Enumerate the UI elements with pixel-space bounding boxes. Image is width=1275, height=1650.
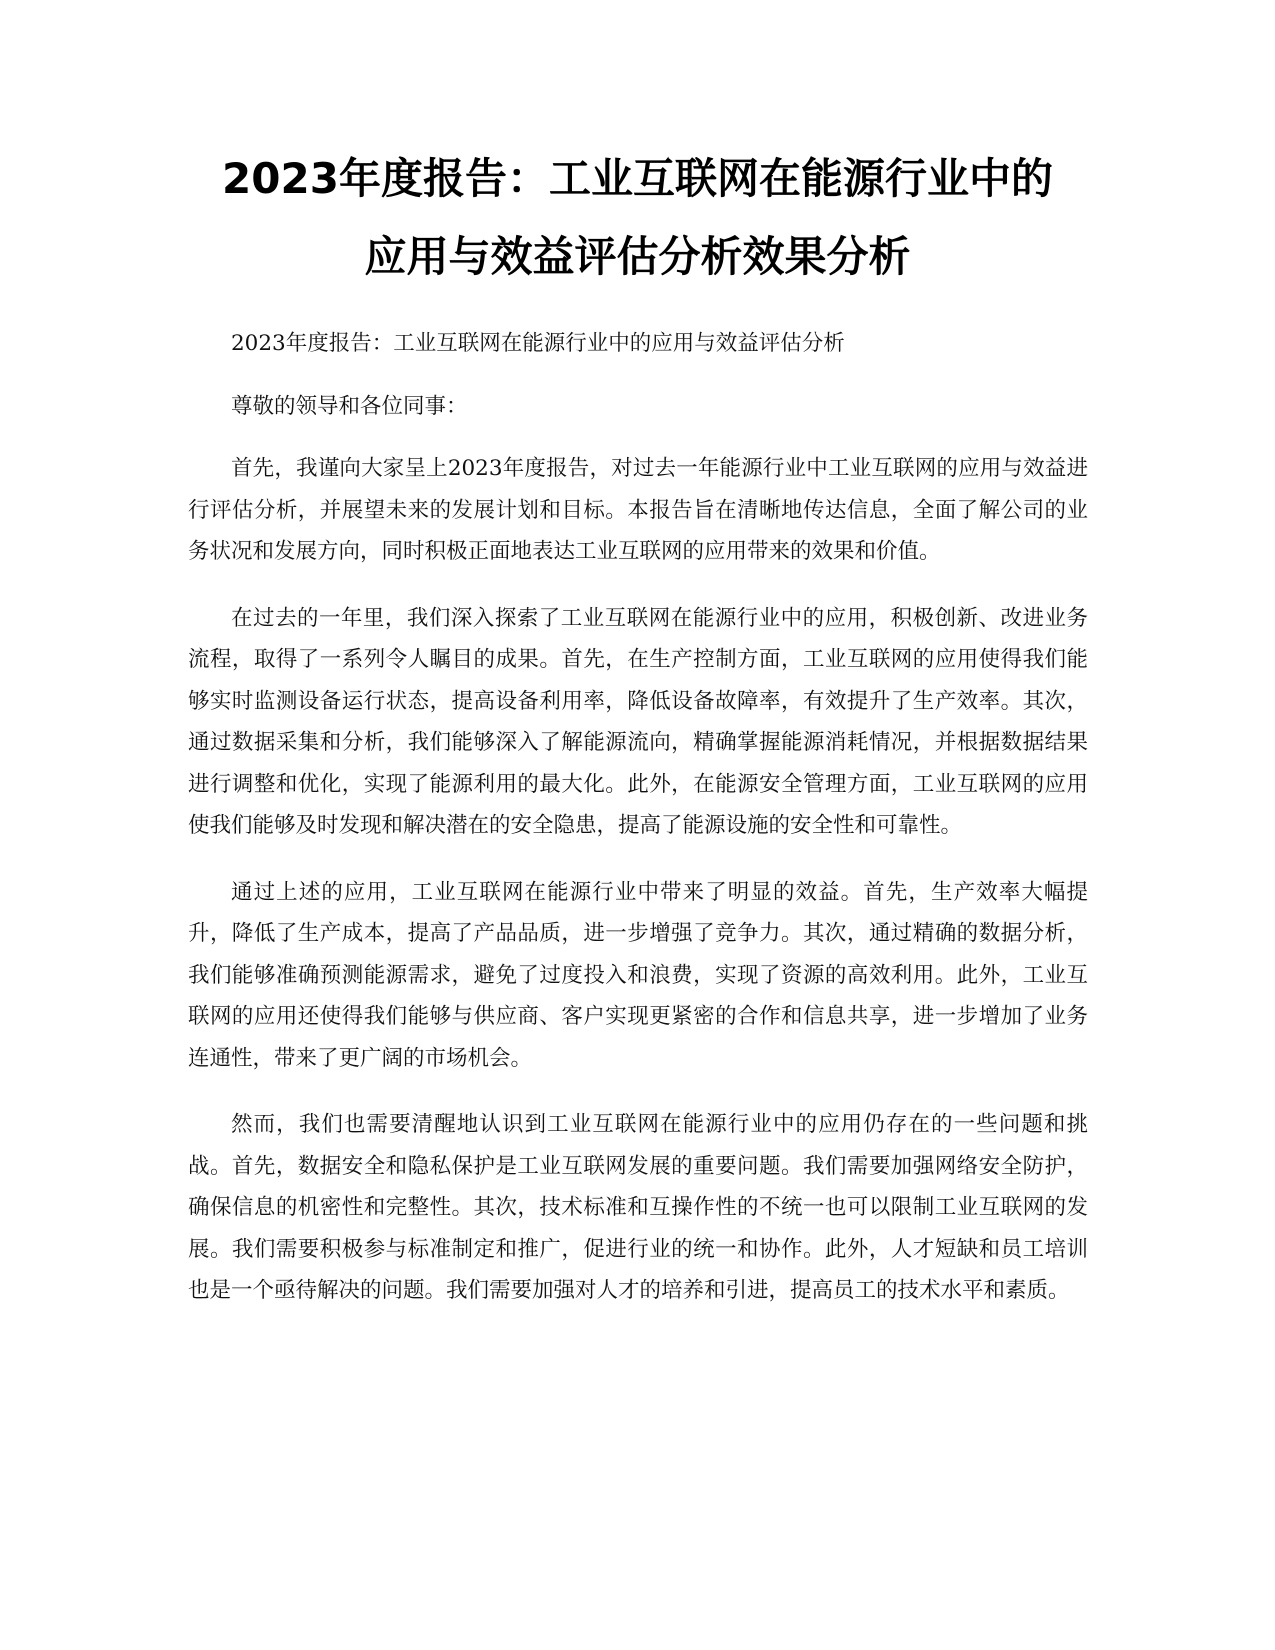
challenges-paragraph: 然而，我们也需要清醒地认识到工业互联网在能源行业中的应用仍存在的一些问题和挑战。首先，数据安全和隐私保护是工业互联网发展的重要问题。我们需要加强网络安全防护，确保信息的机密性和完整性。其次，技术标准和互操作性的不统一也可以限制工业互联网的发展。我们需要积极参与标准制定和推广，促进行业的统一和协作。此外，人才短缺和员工培训也是一个亟待解决的问题。我们需要加强对人才的培养和引进，提高员工的技术水平和素质。 <box>188 1112 1088 1303</box>
title-line-1: 2023年度报告：工业互联网在能源行业中的 <box>222 154 1053 203</box>
document-title <box>150 140 1125 296</box>
intro-paragraph: 首先，我谨向大家呈上2023年度报告，对过去一年能源行业中工业互联网的应用与效益进行评估分析，并展望未来的发展计划和目标。本报告旨在清晰地传达信息，全面了解公司的业务状况和发展方向，同时积极正面地表达工业互联网的应用带来的效果和价值。 <box>188 456 1088 564</box>
subtitle-paragraph: 2023年度报告：工业互联网在能源行业中的应用与效益评估分析 <box>231 331 845 356</box>
document-body <box>188 323 1088 1337</box>
title-line-2: 应用与效益评估分析效果分析 <box>364 232 911 281</box>
benefits-paragraph: 通过上述的应用，工业互联网在能源行业中带来了明显的效益。首先，生产效率大幅提升，降低了生产成本，提高了产品品质，进一步增强了竞争力。其次，通过精确的数据分析，我们能够准确预测能源需求，避免了过度投入和浪费，实现了资源的高效利用。此外，工业互联网的应用还使得我们能够与供应商、客户实现更紧密的合作和信息共享，进一步增加了业务连通性，带来了更广阔的市场机会。 <box>188 879 1088 1071</box>
achievements-paragraph: 在过去的一年里，我们深入探索了工业互联网在能源行业中的应用，积极创新、改进业务流程，取得了一系列令人瞩目的成果。首先，在生产控制方面，工业互联网的应用使得我们能够实时监测设备运行状态，提高设备利用率，降低设备故障率，有效提升了生产效率。其次，通过数据采集和分析，我们能够深入了解能源流向，精确掌握能源消耗情况，并根据数据结果进行调整和优化，实现了能源利用的最大化。此外，在能源安全管理方面，工业互联网的应用使我们能够及时发现和解决潜在的安全隐患，提高了能源设施的安全性和可靠性。 <box>188 605 1088 838</box>
salutation-paragraph: 尊敬的领导和各位同事： <box>231 393 468 419</box>
